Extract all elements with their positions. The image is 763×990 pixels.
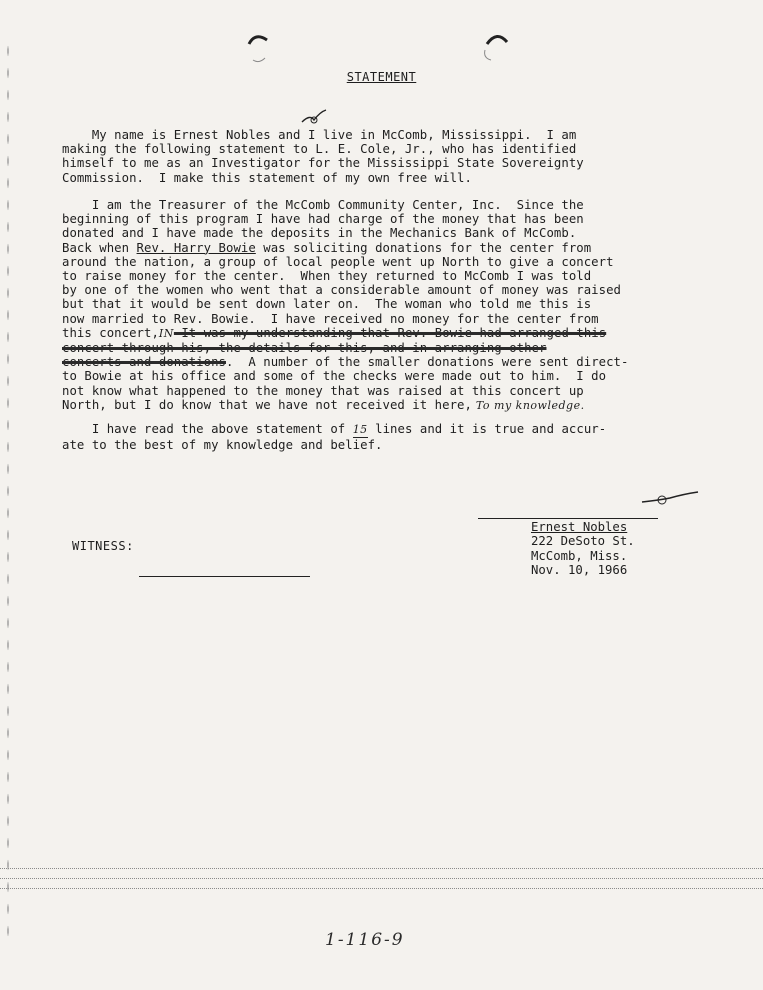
body-line: I am the Treasurer of the McComb Community Center, Inc. Since the — [62, 198, 584, 212]
signer-address: 222 DeSoto St. — [531, 534, 635, 549]
intro-line: making the following statement to L. E. Cole, Jr., who has identified — [62, 142, 577, 157]
witness-signature-line — [139, 576, 310, 577]
body-paragraph — [62, 198, 702, 413]
signer-city: McComb, Miss. — [531, 548, 628, 563]
intro-line: My name is Ernest Nobles and I live in McComb, Mississippi. I am — [62, 128, 577, 142]
intro-line: Commission. I make this statement of my own free will. — [62, 170, 472, 185]
attestation-line: ate to the best of my knowledge and belief. — [62, 438, 383, 453]
handwritten-insertion: IN — [158, 326, 174, 340]
struck-text: It was my understanding that Rev. Bowie had arranged this — [173, 325, 607, 340]
document-title: STATEMENT — [346, 70, 417, 84]
signature-line — [478, 518, 658, 519]
punch-hole-left-mark — [245, 30, 271, 64]
signer-block — [531, 520, 635, 577]
body-line: was soliciting donations for the center from — [255, 240, 592, 255]
handwritten-signature-mark — [640, 488, 700, 510]
body-line: North, but I do know that we have not received it here, — [62, 397, 472, 412]
body-line: . A number of the smaller donations were sent direct- — [225, 355, 629, 370]
attestation-line: I have read the above statement of — [62, 422, 353, 436]
body-line: donated and I have made the deposits in the Mechanics Bank of McComb. — [62, 226, 577, 241]
attestation-line: lines and it is true and accur- — [367, 422, 607, 436]
scan-rule — [0, 878, 763, 879]
witness-label: WITNESS: — [72, 539, 134, 553]
intro-line: himself to me as an Investigator for the Mississippi State Sovereignty — [62, 156, 584, 171]
signer-name: Ernest Nobles — [531, 520, 628, 534]
intro-paragraph — [62, 128, 702, 185]
body-line: Back when — [62, 240, 137, 255]
handwritten-annotation: To my knowledge. — [471, 398, 585, 412]
struck-text: concerts and donations — [62, 355, 226, 370]
scan-rule — [0, 868, 763, 869]
attestation-paragraph — [62, 422, 702, 452]
body-line: beginning of this program I have had charge of the money that has been — [62, 212, 584, 227]
scan-rule — [0, 888, 763, 889]
body-line: by one of the women who went that a considerable amount of money was raised — [62, 283, 622, 298]
struck-text: concert through his, the details for this, and in arranging other — [62, 341, 547, 356]
body-line: around the nation, a group of local people went up North to give a concert — [62, 254, 614, 269]
signature-date: Nov. 10, 1966 — [531, 562, 628, 577]
handwritten-check-mark — [300, 108, 328, 130]
body-line: to raise money for the center. When they returned to McComb I was told — [62, 269, 592, 284]
underlined-name: Rev. Harry Bowie — [136, 240, 256, 255]
body-line: but that it would be sent down later on. The woman who told me this is — [62, 297, 592, 312]
body-line: this concert, — [62, 325, 159, 340]
line-count-fill: 15 — [353, 423, 368, 438]
punch-hole-right-mark — [483, 30, 509, 64]
body-line: to Bowie at his office and some of the checks were made out to him. I do — [62, 369, 607, 384]
file-number: 1-116-9 — [325, 930, 405, 950]
scan-edge-dots — [6, 40, 10, 940]
body-line: now married to Rev. Bowie. I have received no money for the center from — [62, 311, 599, 326]
body-line: not know what happened to the money that was raised at this concert up — [62, 383, 584, 398]
